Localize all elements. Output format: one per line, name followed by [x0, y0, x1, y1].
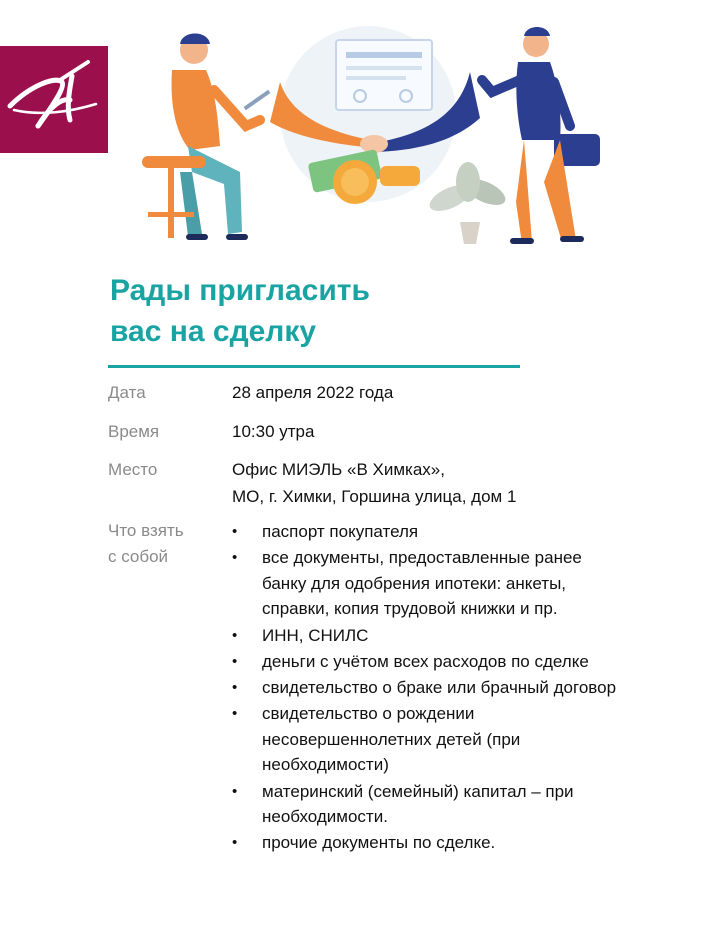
- time-label: Время: [108, 422, 160, 441]
- bullet-icon: •: [232, 626, 238, 644]
- bring-label-line-2: с собой: [108, 547, 169, 566]
- bullet-icon: •: [232, 523, 238, 540]
- logo-text: Миэль: [41, 165, 91, 182]
- bring-list-item: [232, 675, 702, 701]
- bring-list-item: [232, 649, 702, 675]
- bring-list-item-line: ИНН, СНИЛС: [262, 625, 369, 645]
- brand-logo: [0, 46, 108, 182]
- logo-mark-icon: [0, 46, 108, 153]
- bullet-icon: •: [232, 834, 238, 852]
- bring-list-item-line: деньги с учётом всех расходов по сделке: [262, 651, 589, 671]
- page-title: [110, 270, 530, 352]
- date-label: Дата: [108, 383, 146, 402]
- time-value: 10:30 утра: [232, 422, 315, 441]
- title-line-2: вас на сделку: [110, 315, 317, 348]
- deal-illustration: [130, 22, 600, 252]
- bullet-icon: •: [232, 549, 238, 567]
- bring-list-item-line: материнский (семейный) капитал – при: [262, 781, 574, 801]
- bring-list-item-line: несовершеннолетних детей (при: [262, 729, 521, 749]
- bullet-icon: •: [232, 705, 238, 723]
- bring-list-item-line: банку для одобрения ипотеки: анкеты,: [262, 573, 567, 593]
- bring-list-item: [232, 830, 702, 856]
- bring-list-item-line: прочие документы по сделке.: [262, 833, 496, 853]
- bring-list-item-line: свидетельство о рождении: [262, 704, 475, 724]
- bring-list-item-line: паспорт покупателя: [262, 522, 419, 541]
- bring-list-item: [232, 623, 702, 649]
- bring-list-item-line: необходимости.: [262, 807, 388, 827]
- title-line-1: Рады пригласить: [110, 274, 370, 307]
- bring-list: [232, 519, 702, 856]
- bullet-icon: •: [232, 652, 238, 670]
- bring-list-item: [232, 519, 702, 545]
- bring-list-item-line: справки, копия трудовой книжки и пр.: [262, 599, 558, 619]
- bring-list-item: [232, 701, 702, 778]
- title-divider: [108, 365, 520, 368]
- place-address-line-2: МО, г. Химки, Горшина улица, дом 1: [232, 487, 517, 506]
- bring-list-item: [232, 779, 702, 830]
- date-value: 28 апреля 2022 года: [232, 383, 394, 402]
- bring-label-line-1: Что взять: [108, 521, 184, 540]
- bring-list-item: [232, 545, 702, 622]
- place-address-line-1: Офис МИЭЛЬ «В Химках»,: [232, 460, 445, 479]
- bullet-icon: •: [232, 782, 238, 800]
- place-label: Место: [108, 460, 158, 479]
- bring-list-item-line: свидетельство о браке или брачный договор: [262, 677, 617, 697]
- bullet-icon: •: [232, 678, 238, 696]
- bring-list-item-line: необходимости): [262, 755, 389, 775]
- bring-list-item-line: все документы, предоставленные ранее: [262, 548, 582, 568]
